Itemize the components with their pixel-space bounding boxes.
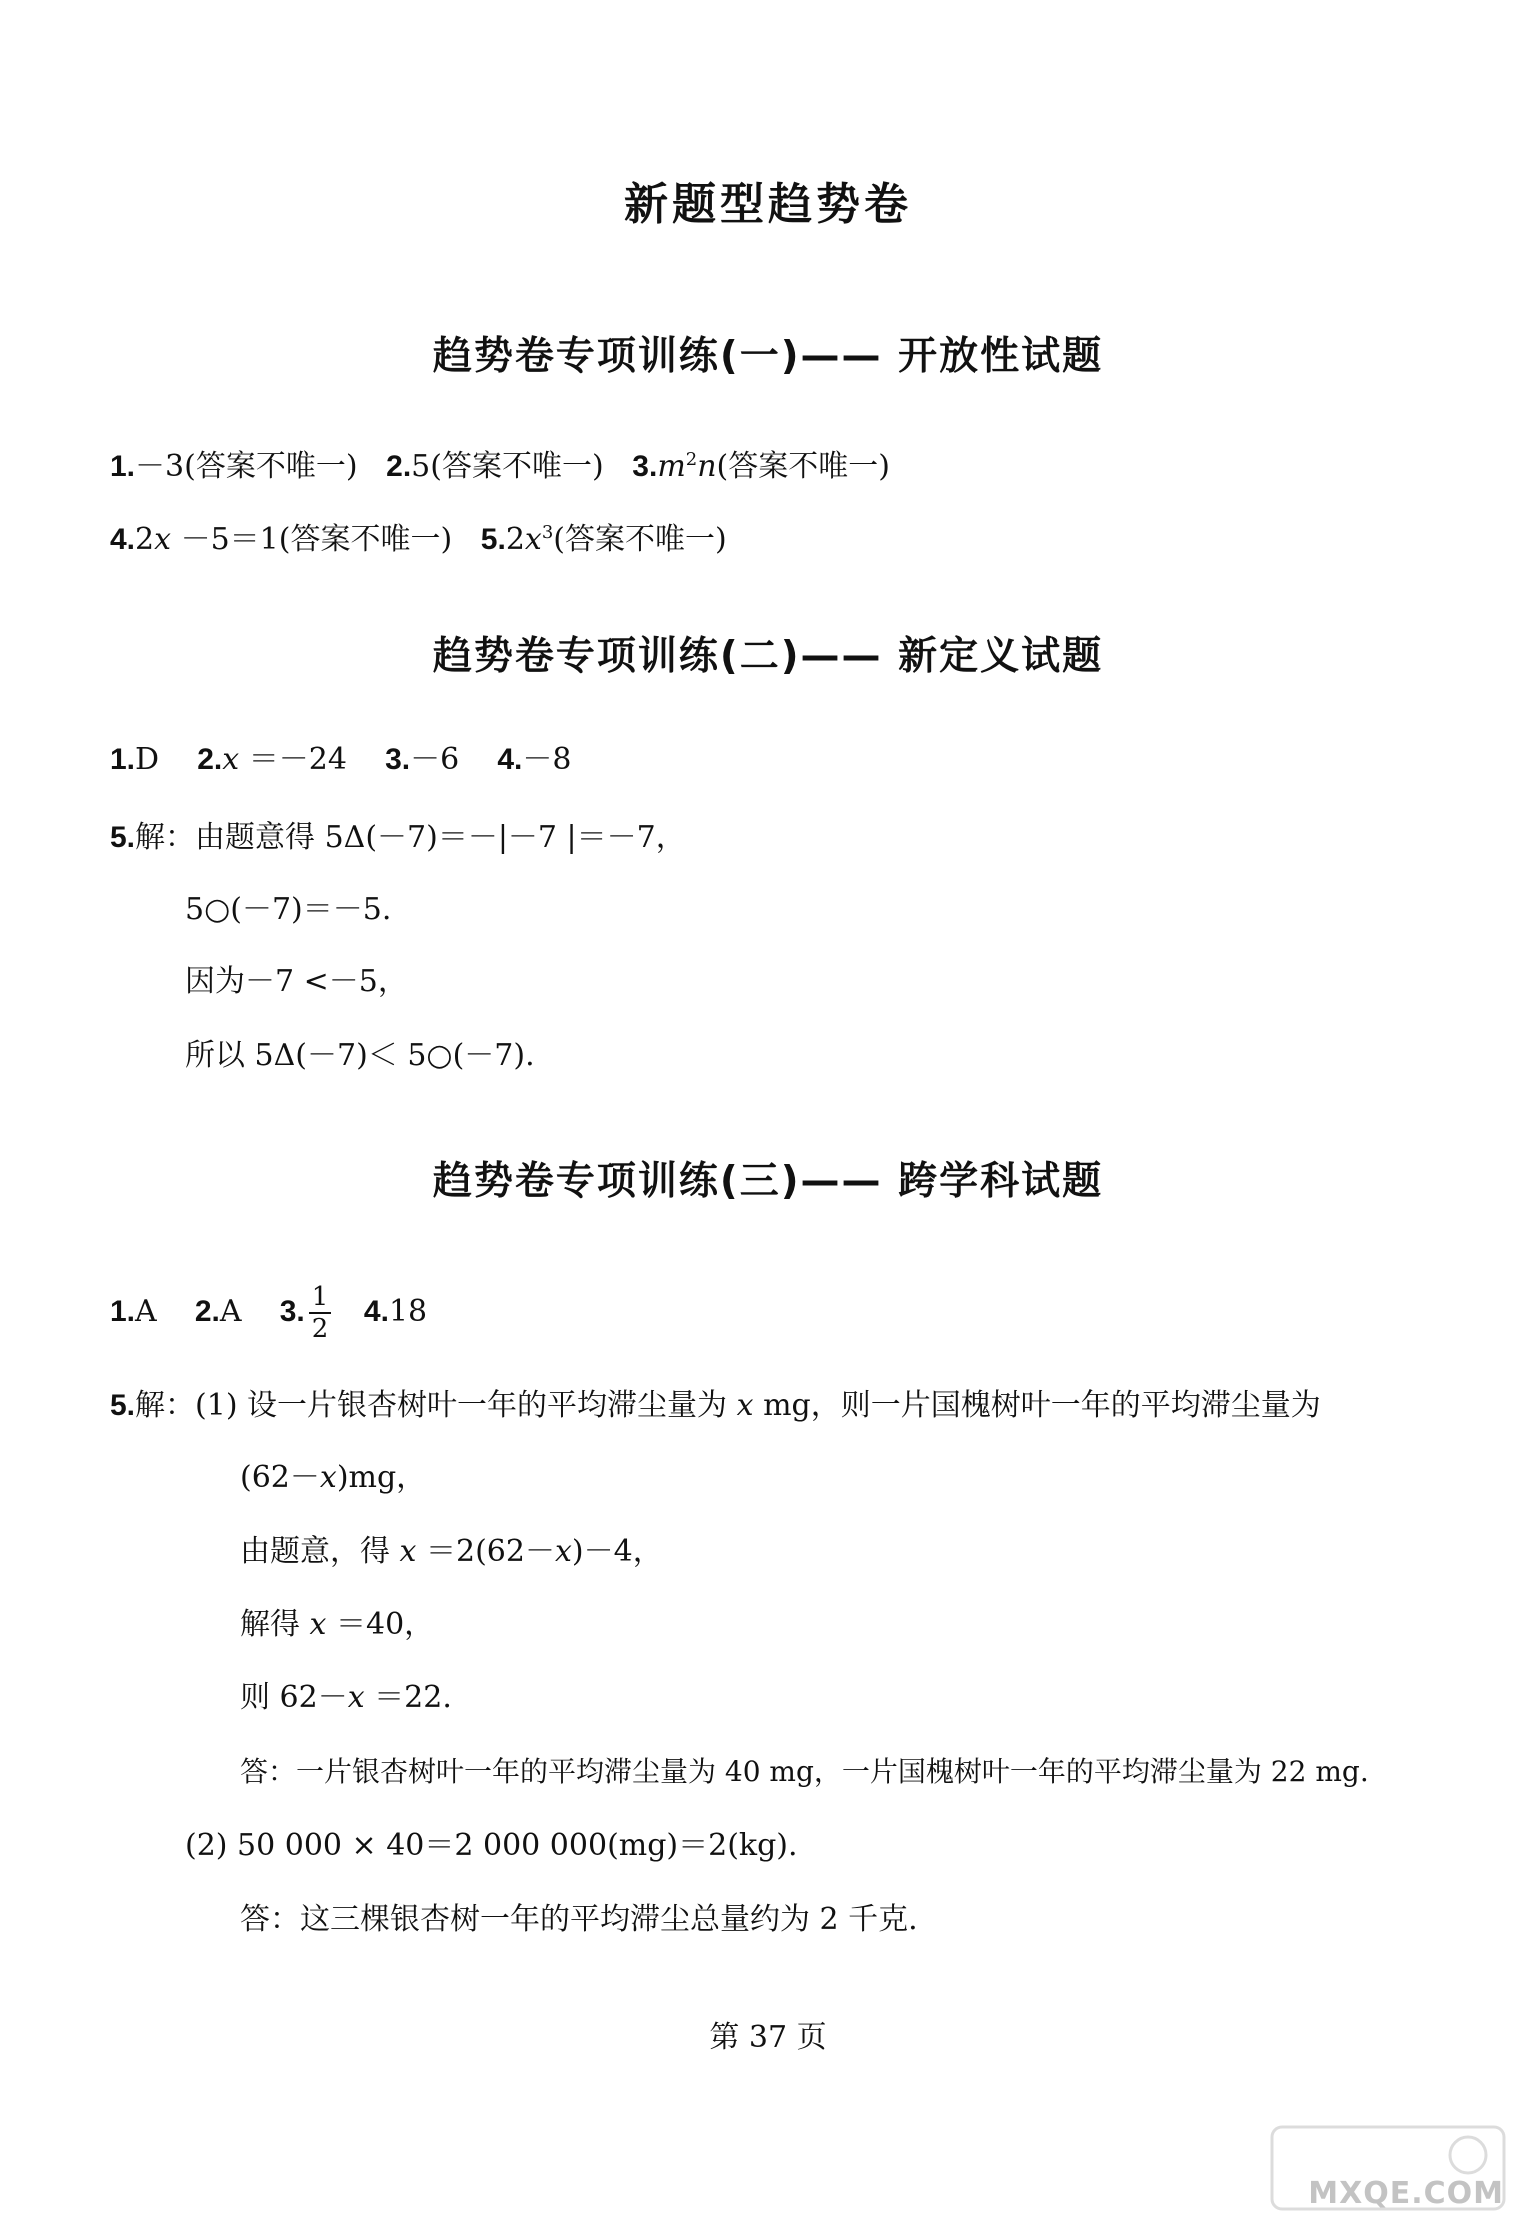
- section-1-line-2: [110, 513, 727, 560]
- answer-number: 1.: [110, 1295, 136, 1328]
- answer-text: 5(答案不唯一): [411, 449, 604, 484]
- section-3-title: 趋势卷专项训练(三)—— 跨学科试题: [432, 1159, 1104, 1204]
- answer-number: 4.: [497, 743, 523, 776]
- exponent: 3: [541, 522, 554, 543]
- page-title: 新题型趋势卷: [624, 179, 912, 230]
- answer-number: 2.: [197, 743, 223, 776]
- section-2-q5-lead: [110, 818, 686, 858]
- fraction-denominator: 2: [311, 1314, 329, 1344]
- coef: 2: [505, 522, 525, 557]
- var-x: x: [154, 522, 172, 557]
- answer-text: A: [219, 1294, 242, 1329]
- answer-number: 4.: [363, 1295, 389, 1328]
- solution-text: )mg，: [336, 1460, 427, 1495]
- answer-text: －6: [410, 742, 460, 777]
- solution-step: [240, 1678, 452, 1718]
- answer-text: (答案不唯一): [716, 449, 890, 484]
- solution-text: 解：(1) 设一片银杏树叶一年的平均滞尘量为: [135, 1388, 737, 1423]
- section-2-answers: [110, 740, 571, 780]
- answer-number: 3.: [632, 450, 658, 483]
- section-3-answers: [110, 1282, 427, 1344]
- fraction: [309, 1282, 332, 1344]
- solution-answer: 答：一片银杏树叶一年的平均滞尘量为 40 mg，一片国槐树叶一年的平均滞尘量为 22 mg.: [240, 1755, 1369, 1788]
- solution-step: [240, 1605, 434, 1645]
- coef: 2: [135, 522, 155, 557]
- solution-text: )－4，: [571, 1534, 663, 1569]
- var-x: x: [347, 1680, 365, 1715]
- solution-text: 解：由题意得 5Δ(－7)＝－|－7 |＝－7，: [135, 820, 686, 855]
- solution-step: 所以 5Δ(－7)＜ 5○(－7).: [185, 1038, 535, 1073]
- answer-text: A: [135, 1294, 157, 1329]
- answer-number: 5.: [110, 1389, 136, 1422]
- answer-number: 2.: [386, 450, 412, 483]
- answer-text: ＝－24: [239, 742, 347, 777]
- solution-answer: 答：这三棵银杏树一年的平均滞尘总量约为 2 千克.: [240, 1902, 918, 1937]
- answer-number: 1.: [110, 743, 136, 776]
- var-x: x: [736, 1388, 754, 1423]
- section-3-q5-lead: [110, 1386, 1321, 1426]
- solution-step: [240, 1458, 426, 1498]
- solution-text: 则 62－: [240, 1680, 348, 1715]
- solution-text: 由题意，得: [240, 1534, 400, 1569]
- answer-text: D: [135, 742, 160, 777]
- answer-number: 3.: [279, 1295, 305, 1328]
- answer-number: 5.: [110, 821, 136, 854]
- fraction-numerator: 1: [309, 1282, 332, 1314]
- solution-text: ＝22.: [364, 1680, 452, 1715]
- answer-number: 3.: [385, 743, 411, 776]
- solution-step: 因为－7 <－5，: [185, 964, 408, 999]
- var-x: x: [554, 1534, 572, 1569]
- section-2-title: 趋势卷专项训练(二)—— 新定义试题: [432, 634, 1104, 679]
- section-1-title: 趋势卷专项训练(一)—— 开放性试题: [432, 334, 1104, 379]
- answer-text: －5＝1(答案不唯一): [171, 522, 453, 557]
- answer-number: 2.: [194, 1295, 220, 1328]
- var-n: n: [697, 449, 717, 484]
- var-x: x: [524, 522, 542, 557]
- solution-text: 解得: [240, 1607, 310, 1642]
- answer-text: 18: [388, 1294, 428, 1329]
- solution-text: ＝2(62－: [416, 1534, 555, 1569]
- answer-number: 1.: [110, 450, 136, 483]
- exponent: 2: [685, 449, 698, 470]
- var-x: x: [319, 1460, 337, 1495]
- answer-text: (答案不唯一): [553, 522, 727, 557]
- answer-text: －3(答案不唯一): [135, 449, 358, 484]
- solution-text: mg，则一片国槐树叶一年的平均滞尘量为: [753, 1388, 1321, 1423]
- answer-number: 4.: [110, 523, 136, 556]
- var-x: x: [399, 1534, 417, 1569]
- section-1-line-1: [110, 440, 890, 487]
- solution-step: (2) 50 000 × 40＝2 000 000(mg)＝2(kg).: [185, 1828, 798, 1863]
- solution-text: (62－: [240, 1460, 320, 1495]
- var-m: m: [657, 449, 686, 484]
- var-x: x: [309, 1607, 327, 1642]
- watermark-text: MXQE.COM: [1308, 2176, 1504, 2211]
- solution-step: [240, 1532, 663, 1572]
- solution-step: 5○(－7)＝－5.: [185, 892, 392, 927]
- answer-text: －8: [522, 742, 572, 777]
- answer-number: 5.: [480, 523, 506, 556]
- var-x: x: [222, 742, 240, 777]
- solution-text: ＝40，: [326, 1607, 435, 1642]
- page-number: 第 37 页: [709, 2020, 827, 2055]
